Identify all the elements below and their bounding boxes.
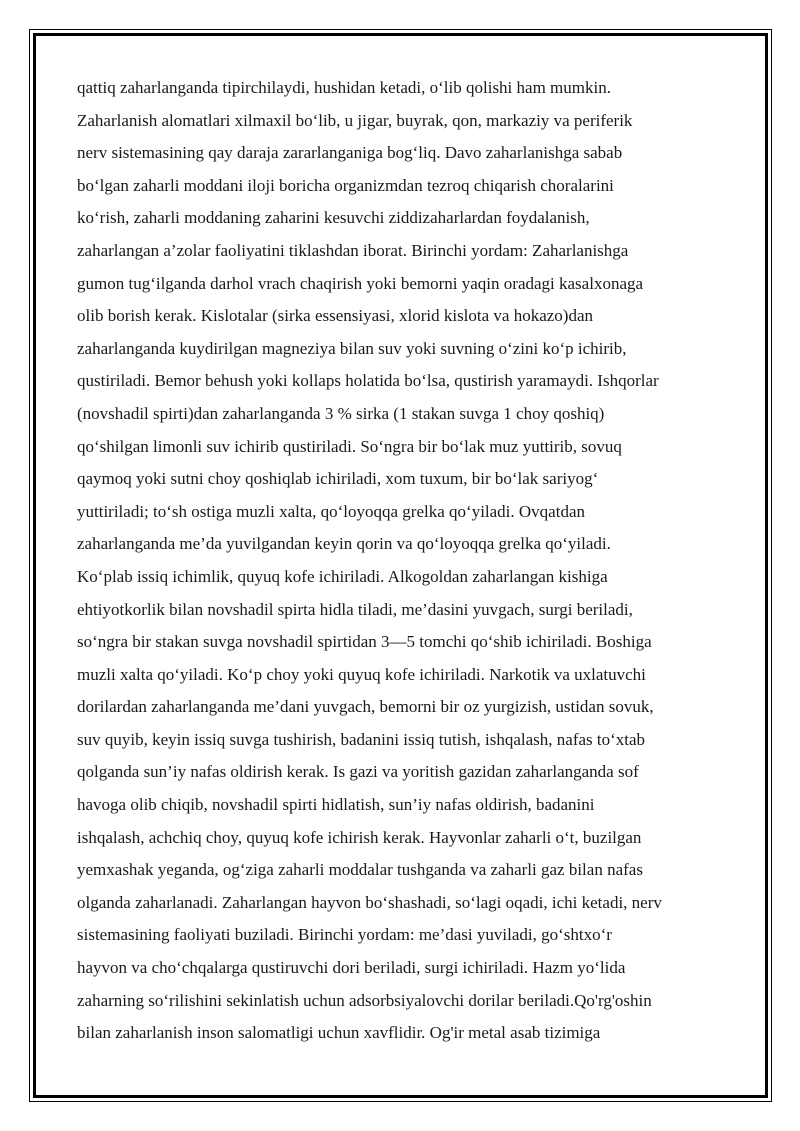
text-line: olganda zaharlanadi. Zaharlangan hayvon bo‘shashadi, so‘lagi oqadi, ichi ketadi, nerv [77,892,662,912]
text-line: yuttiriladi; to‘sh ostiga muzli xalta, qo‘loyoqqa grelka qo‘yiladi. Ovqatdan [77,501,585,521]
text-line: so‘ngra bir stakan suvga novshadil spirtidan 3—5 tomchi qo‘shib ichiriladi. Boshiga [77,632,652,652]
text-line: qattiq zaharlanganda tipirchilaydi, hushidan ketadi, o‘lib qolishi ham mumkin. [77,78,611,97]
text-line: olib borish kerak. Kislotalar (sirka essensiyasi, xlorid kislota va hokazo)dan [77,306,594,326]
text-line: zaharlanganda me’da yuvilgandan keyin qorin va qo‘loyoqqa grelka qo‘yiladi. [77,534,611,554]
text-line: Ko‘plab issiq ichimlik, quyuq kofe ichiriladi. Alkogoldan zaharlangan kishiga [77,566,608,586]
text-line: hayvon va cho‘chqalarga qustiruvchi dori beriladi, surgi ichiriladi. Hazm yo‘lida [77,958,626,978]
text-line: gumon tug‘ilganda darhol vrach chaqirish yoki bemorni yaqin oradagi kasalxonaga [77,273,644,293]
document-body [77,72,727,1050]
text-line: ko‘rish, zaharli moddaning zaharini kesuvchi ziddizaharlardan foydalanish, [77,208,590,228]
text-line: qaymoq yoki sutni choy qoshiqlab ichiriladi, xom tuxum, bir bo‘lak sariyog‘ [77,469,599,489]
text-line: zaharlanganda kuydirilgan magneziya bilan suv yoki suvning o‘zini ko‘p ichirib, [77,338,627,358]
text-line: havoga olib chiqib, novshadil spirti hidlatish, sun’iy nafas oldirish, badanini [77,795,595,815]
text-line: qo‘shilgan limonli suv ichirib qustiriladi. So‘ngra bir bo‘lak muz yuttirib, sovuq [77,436,622,456]
text-line: muzli xalta qo‘yiladi. Ko‘p choy yoki quyuq kofe ichiriladi. Narkotik va uxlatuvchi [77,664,646,684]
text-line: sistemasining faoliyati buziladi. Birinchi yordam: me’dasi yuviladi, go‘shtxo‘r [77,925,612,945]
text-line: Zaharlanish alomatlari xilmaxil bo‘lib, u jigar, buyrak, qon, markaziy va periferik [77,110,633,130]
text-line: yemxashak yeganda, og‘ziga zaharli moddalar tushganda va zaharli gaz bilan nafas [77,860,643,880]
text-line: zaharning so‘rilishini sekinlatish uchun adsorbsiyalovchi dorilar beriladi.Qo'rg'oshin [77,990,652,1010]
text-line: suv quyib, keyin issiq suvga tushirish, badanini issiq tutish, ishqalash, nafas to‘xtab [77,729,646,749]
text-line: zaharlangan a’zolar faoliyatini tiklashdan iborat. Birinchi yordam: Zaharlanishga [77,240,629,260]
text-line: qustiriladi. Bemor behush yoki kollaps holatida bo‘lsa, qustirish yaramaydi. Ishqorlar [77,371,659,391]
text-line: ehtiyotkorlik bilan novshadil spirta hidla tiladi, me’dasini yuvgach, surgi beriladi, [77,599,633,619]
text-line: qolganda sun’iy nafas oldirish kerak. Is gazi va yoritish gazidan zaharlanganda sof [77,762,639,782]
text-line: ishqalash, achchiq choy, quyuq kofe ichirish kerak. Hayvonlar zaharli o‘t, buzilgan [77,827,642,847]
text-line: bilan zaharlanish inson salomatligi uchun xavflidir. Og'ir metal asab tizimiga [77,1023,601,1043]
text-line: (novshadil spirti)dan zaharlanganda 3 % sirka (1 stakan suvga 1 choy qoshiq) [77,403,605,423]
text-line: dorilardan zaharlanganda me’dani yuvgach, bemorni bir oz yurgizish, ustidan sovuk, [77,697,654,717]
text-line: bo‘lgan zaharli moddani iloji boricha organizmdan tezroq chiqarish choralarini [77,175,614,195]
text-line: nerv sistemasining qay daraja zararlanganiga bog‘liq. Davo zaharlanishga sabab [77,143,623,163]
